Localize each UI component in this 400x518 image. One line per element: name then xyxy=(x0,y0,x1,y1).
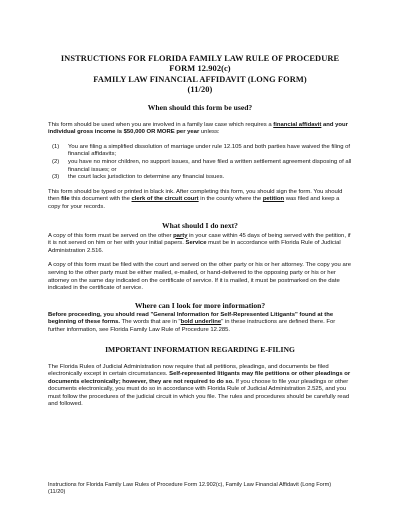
heading-more-info: Where can I look for more information? xyxy=(134,300,266,310)
defined-term: clerk of the circuit court xyxy=(131,196,199,203)
emphasis-text: Before proceeding, you should read "General Information for Self-Represented Litigants" found at the beginning of these forms. xyxy=(48,311,334,326)
text-run: The Florida Rules of Judicial Administration now require that all petitions, pleadings, and documents be filed electronically except in certain circumstances. xyxy=(48,363,329,378)
title-line-4: (11/20) xyxy=(187,85,213,95)
paragraph-when-used xyxy=(48,122,352,137)
paragraph-efiling xyxy=(48,364,352,410)
title-line-3: FAMILY LAW FINANCIAL AFFIDAVIT (LONG FORM) xyxy=(93,74,307,84)
list-text: you have no minor children, no support issues, and have filed a written settlement agreement disposing of all financial issues; or xyxy=(68,159,352,173)
footer-line-1: Instructions for Florida Family Law Rules of Procedure Form 12.902(c), Family Law Financial Affidavit (Long Form) xyxy=(48,482,332,488)
conditions-list xyxy=(48,144,352,182)
page-footer xyxy=(48,482,352,496)
paragraph-more-info xyxy=(48,312,352,335)
text-run: " in these instructions are defined there. For further information, see Florida Family Law Rule of Procedure 12.285. xyxy=(48,319,336,333)
text-run: must be in accordance with Florida Rule of Judicial Administration 2.516. xyxy=(48,240,341,254)
title-line-1: INSTRUCTIONS FOR FLORIDA FAMILY LAW RULE OF PROCEDURE xyxy=(60,54,340,63)
text-run: This form should be used when you are involved in a family law case which requires a xyxy=(48,121,274,128)
text-run: The words that are in " xyxy=(120,319,181,326)
defined-term: bold underline xyxy=(180,319,222,326)
text-run: This form should be typed or printed in black ink. After completing this form, you should sign the form. You should then xyxy=(48,188,343,203)
list-text: You are filing a simplified dissolution of marriage under rule 12.105 and both parties have waived the filing of financial affidavits; xyxy=(68,143,351,158)
emphasis-text: Self-represented litigants may file petitions or other pleadings or documents electronically; however, they are not required to do so. xyxy=(48,371,351,385)
heading-what-next: What should I do next? xyxy=(162,220,238,230)
defined-term: financial affidavit xyxy=(273,121,322,128)
paragraph-service xyxy=(48,233,352,256)
list-number: (1) xyxy=(52,143,60,150)
list-number: (3) xyxy=(52,174,60,181)
text-run: was filed and keep a copy for your records. xyxy=(48,196,340,210)
paragraph-filing xyxy=(48,189,352,212)
text-run: in the county where the xyxy=(198,196,263,203)
defined-term: petition xyxy=(262,196,285,203)
heading-when-used: When should this form be used? xyxy=(147,102,253,112)
text-run: If you choose to file your pleadings or other documents electronically, you must do so in accordance with Florida Rule of Judicial Administration 2.525, and you must follow the procedures of the judicial circuit in which you file. The rules and procedures should be carefully read and followed. xyxy=(48,378,350,408)
defined-term: file xyxy=(61,196,70,203)
emphasis-text: and your individual gross income is $50,000 OR MORE per year xyxy=(48,121,348,136)
list-text: the court lacks jurisdiction to determine any financial issues. xyxy=(68,174,225,181)
paragraph-copy: A copy of this form must be filed with the court and served on the other party or his or her attorney. The copy you are serving to the other party must be either mailed, e-mailed, or hand-delivered to the opposing party or his or her attorney on the same day indicated on the certificate of service. If it is mailed, it must be postmarked on the date indicated in the certificate of service. xyxy=(48,262,351,292)
text-run: in your case within 45 days of being served with the petition, if it is not served on him or her with your initial papers. xyxy=(48,232,351,247)
document-title xyxy=(48,54,352,96)
text-run: A copy of this form must be served on the other xyxy=(48,232,174,239)
defined-term: party xyxy=(173,232,188,239)
title-line-2: FORM 12.902(c) xyxy=(169,64,231,74)
text-run: this document with the xyxy=(69,196,132,203)
text-run: unless: xyxy=(199,129,220,136)
footer-line-2: (11/20) xyxy=(48,489,66,496)
list-item xyxy=(48,159,352,174)
list-item xyxy=(48,144,352,159)
defined-term: Service xyxy=(185,240,207,247)
list-item xyxy=(48,174,352,182)
list-number: (2) xyxy=(52,159,60,165)
heading-efiling: IMPORTANT INFORMATION REGARDING E-FILING xyxy=(105,344,295,354)
